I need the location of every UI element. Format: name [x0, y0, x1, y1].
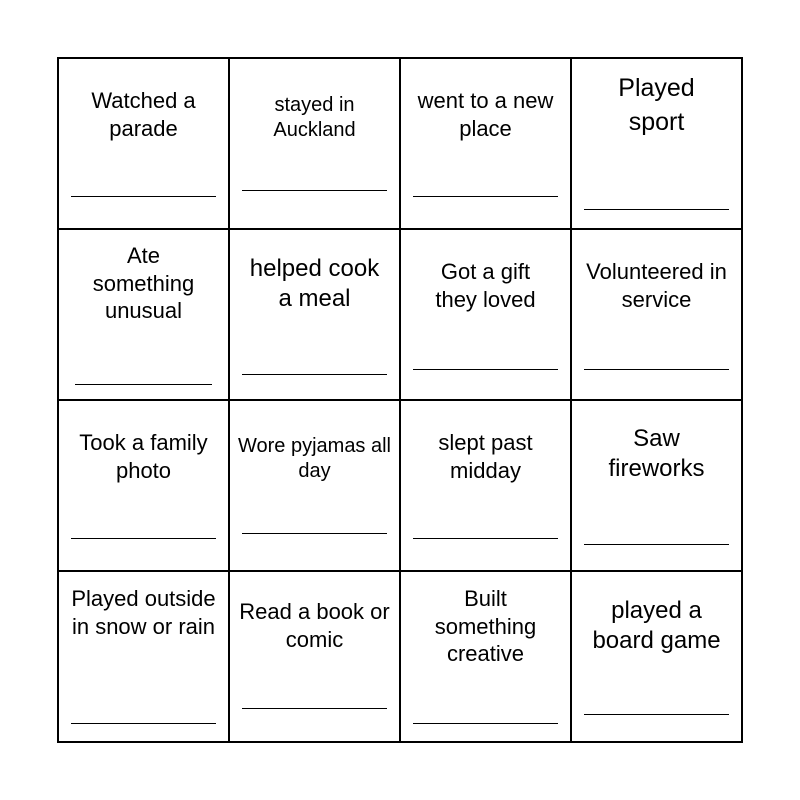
cell-label: Took a family photo: [79, 430, 208, 483]
signature-line: [242, 190, 387, 191]
bingo-cell-12[interactable]: [572, 401, 743, 572]
bingo-cell-7[interactable]: [401, 230, 572, 401]
bingo-cell-8[interactable]: [572, 230, 743, 401]
signature-line: [584, 544, 729, 545]
bingo-cell-16[interactable]: [572, 572, 743, 743]
signature-line: [75, 384, 212, 385]
signature-line: [584, 369, 729, 370]
cell-label: Read a book or comic: [239, 599, 390, 652]
cell-label: Built something creative: [434, 586, 537, 666]
bingo-cell-3[interactable]: [401, 59, 572, 230]
cell-label: went to a new place: [417, 88, 554, 141]
bingo-cell-1[interactable]: [59, 59, 230, 230]
cell-label: Played outside in snow or rain: [71, 586, 216, 639]
signature-line: [242, 533, 387, 534]
bingo-grid: [57, 57, 743, 743]
cell-label: Volunteered in service: [586, 259, 727, 312]
cell-label: Watched a parade: [91, 88, 196, 141]
cell-label: Played sport: [618, 74, 695, 136]
bingo-cell-9[interactable]: [59, 401, 230, 572]
signature-line: [71, 723, 216, 724]
signature-line: [71, 196, 216, 197]
bingo-cell-4[interactable]: [572, 59, 743, 230]
bingo-cell-10[interactable]: [230, 401, 401, 572]
bingo-cell-5[interactable]: [59, 230, 230, 401]
signature-line: [584, 714, 729, 715]
signature-line: [413, 538, 558, 539]
cell-label: Ate something unusual: [92, 243, 195, 323]
bingo-cell-15[interactable]: [401, 572, 572, 743]
signature-line: [413, 723, 558, 724]
signature-line: [71, 538, 216, 539]
cell-label: helped cook a meal: [249, 255, 380, 312]
cell-label: played a board game: [592, 597, 721, 654]
signature-line: [242, 708, 387, 709]
cell-label: stayed in Auckland: [273, 94, 356, 141]
signature-line: [413, 196, 558, 197]
cell-label: Wore pyjamas all day: [237, 435, 392, 482]
bingo-cell-2[interactable]: [230, 59, 401, 230]
bingo-cell-6[interactable]: [230, 230, 401, 401]
cell-label: Saw fireworks: [608, 425, 705, 482]
cell-label: slept past midday: [438, 430, 533, 483]
signature-line: [413, 369, 558, 370]
bingo-cell-11[interactable]: [401, 401, 572, 572]
bingo-cell-14[interactable]: [230, 572, 401, 743]
bingo-cell-13[interactable]: [59, 572, 230, 743]
signature-line: [242, 374, 387, 375]
signature-line: [584, 209, 729, 210]
cell-label: Got a gift they loved: [435, 259, 536, 312]
